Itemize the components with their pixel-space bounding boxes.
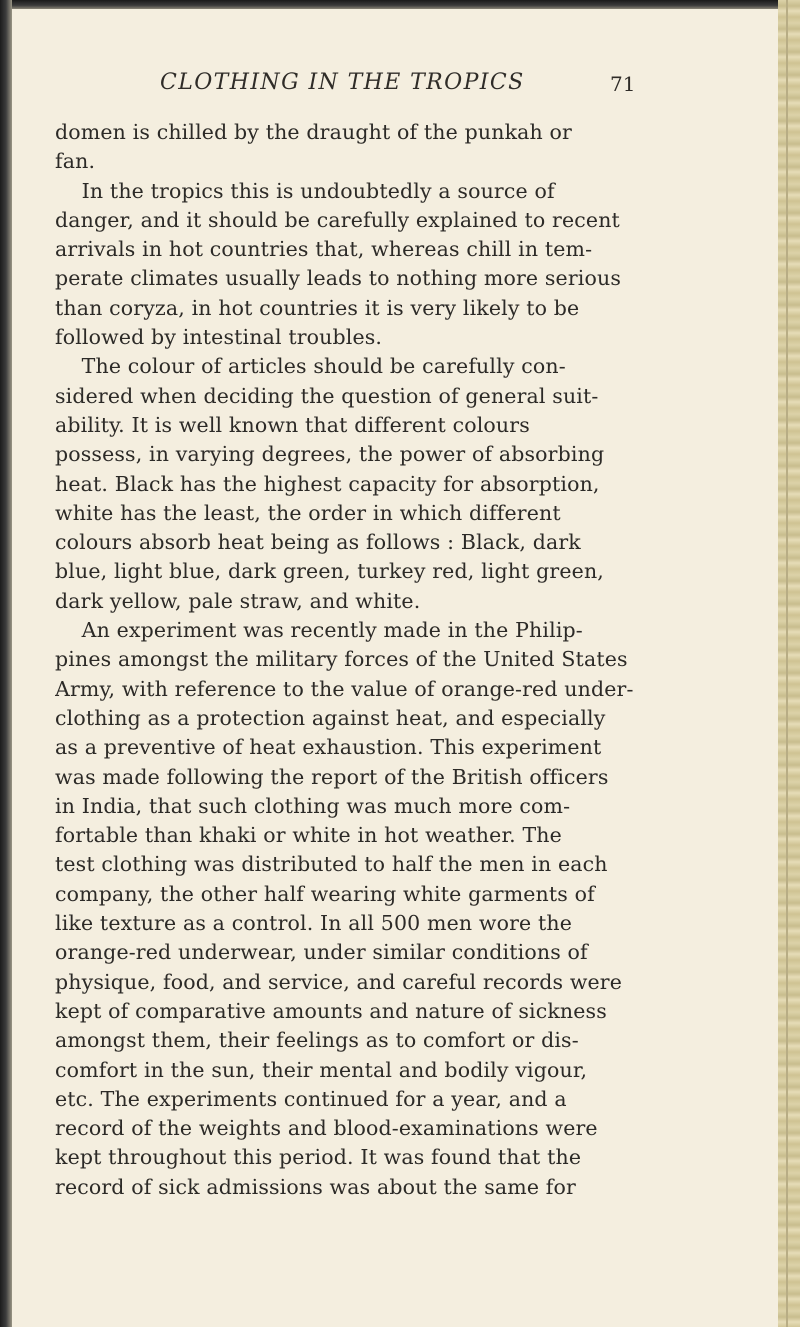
text-line: fortable than khaki or white in hot weather. The [55,823,562,848]
text-line: kept of comparative amounts and nature of sickness [55,998,607,1023]
text-line: followed by intestinal troubles. [55,325,383,350]
text-line: pines amongst the military forces of the United States [55,647,628,672]
text-line: heat. Black has the highest capacity for absorption, [55,471,600,496]
text-line: in India, that such clothing was much more com- [55,793,571,818]
text-line: etc. The experiments continued for a year, and a [55,1086,567,1111]
scan-top-edge [0,0,800,9]
text-line: colours absorb heat being as follows : Black, dark [55,530,581,555]
page-stack-edge [778,0,800,1327]
text-line: like texture as a control. In all 500 men wore the [55,911,573,936]
text-line: domen is chilled by the draught of the punkah or [55,120,572,144]
text-line: An experiment was recently made in the Philip- [55,618,583,643]
text-line: than coryza, in hot countries it is very likely to be [55,295,580,320]
text-line: amongst them, their feelings as to comfort or dis- [55,1028,579,1053]
text-line: In the tropics this is undoubtedly a source of [55,178,555,203]
text-line: clothing as a protection against heat, and especially [55,705,606,730]
text-line: physique, food, and service, and careful records were [55,969,623,994]
text-line: blue, light blue, dark green, turkey red, light green, [55,559,604,584]
text-line: as a preventive of heat exhaustion. This experiment [55,735,602,760]
text-line: record of sick admissions was about the same for [55,1174,576,1199]
page-number: 71 [610,72,636,96]
text-line: record of the weights and blood-examinations were [55,1116,598,1141]
text-line: arrivals in hot countries that, whereas chill in tem- [55,237,593,262]
text-line: orange-red underwear, under similar conditions of [55,940,588,965]
page-header [160,70,680,106]
text-line: danger, and it should be carefully explained to recent [55,207,620,232]
body-text [55,118,755,1202]
scan-binding-edge [0,0,12,1327]
running-head: CLOTHING IN THE TROPICS [160,70,525,95]
text-line: was made following the report of the British officers [55,764,609,789]
text-line: test clothing was distributed to half the men in each [55,852,608,877]
text-line: The colour of articles should be carefully con- [55,354,566,379]
text-line: possess, in varying degrees, the power of absorbing [55,442,605,467]
text-line: white has the least, the order in which different [55,500,561,525]
text-line: sidered when deciding the question of general suit- [55,383,599,408]
text-line: comfort in the sun, their mental and bodily vigour, [55,1057,588,1082]
text-line: kept throughout this period. It was found that the [55,1145,582,1170]
text-line: ability. It is well known that different colours [55,412,530,437]
page-edge-shadow [786,0,788,1327]
text-line: dark yellow, pale straw, and white. [55,588,421,613]
text-line: Army, with reference to the value of orange-red under- [55,676,634,701]
text-line: perate climates usually leads to nothing more serious [55,266,621,291]
text-line: company, the other half wearing white garments of [55,881,595,906]
text-line: fan. [55,149,96,174]
